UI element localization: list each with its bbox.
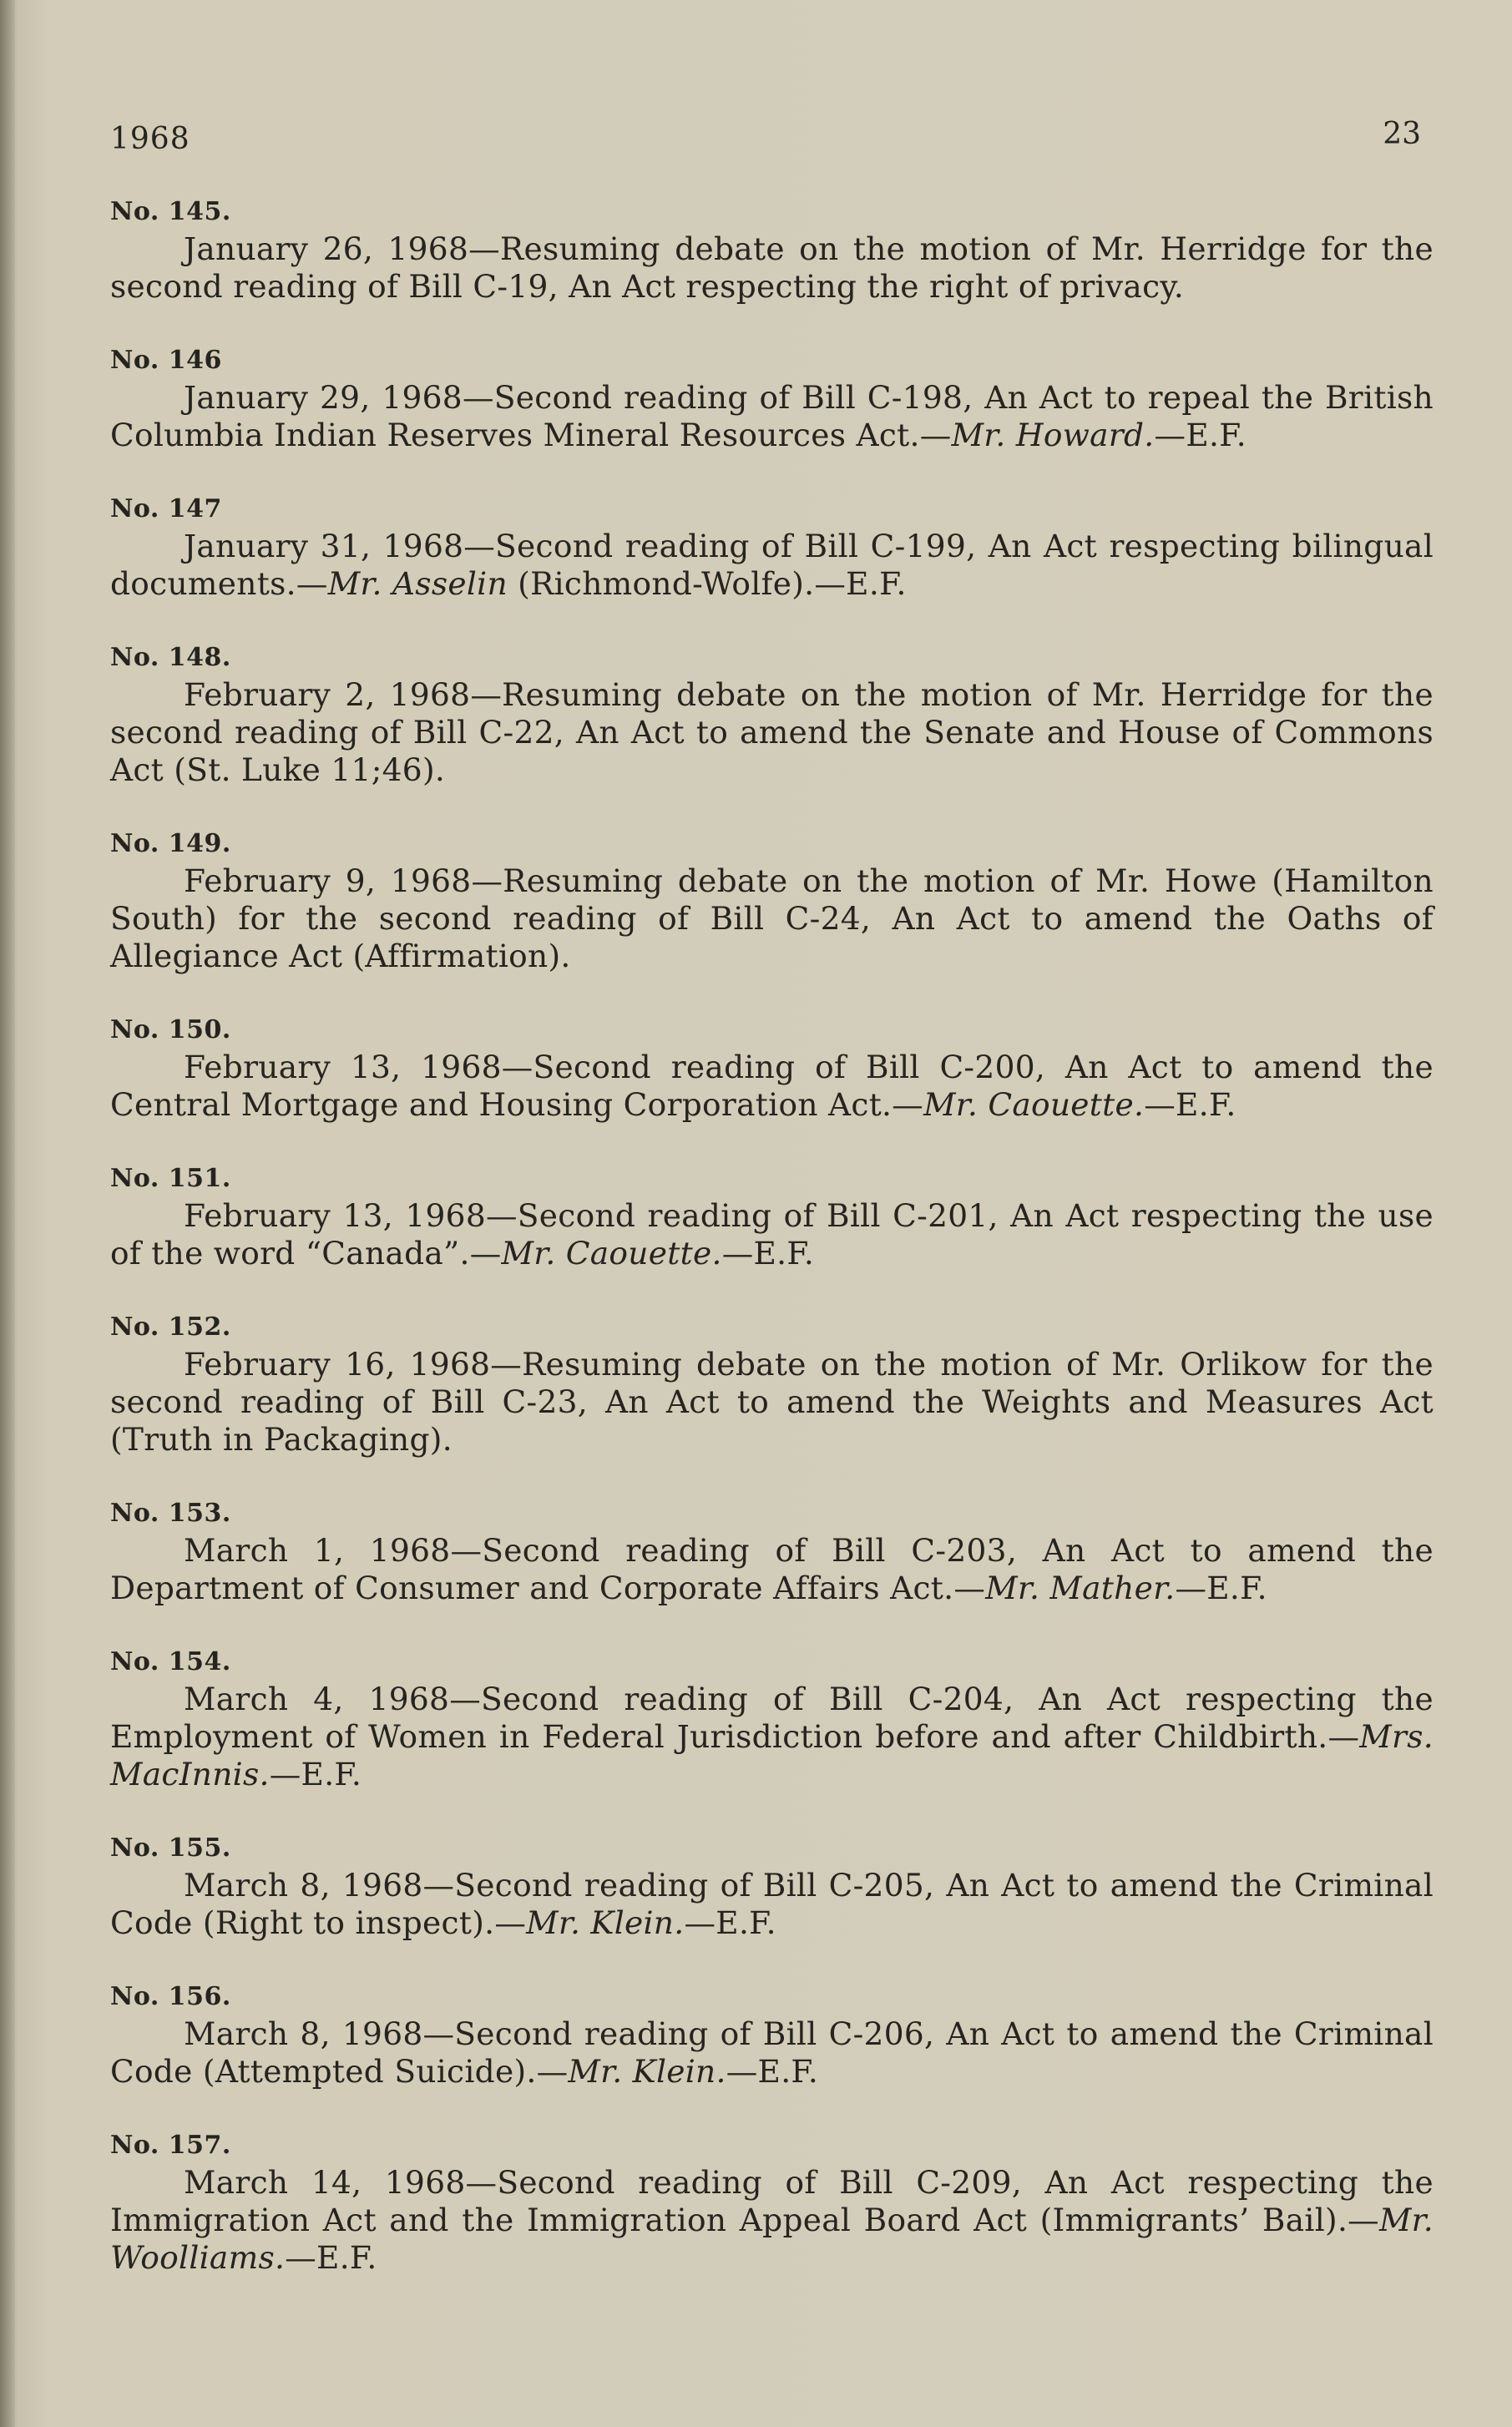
entry-156: [110, 1979, 1434, 2091]
entry-mover: Mr. Caouette.: [501, 1235, 722, 1272]
entry-text: [110, 528, 1434, 603]
entry-mover: Mrs. MacInnis.: [110, 1718, 1434, 1792]
entry-tail: —E.F.: [1144, 1086, 1236, 1123]
entry-150: [110, 1012, 1434, 1124]
entry-number: No. 152.: [110, 1312, 231, 1342]
page-number: 23: [1383, 117, 1421, 151]
entry-body: February 13, 1968—Second reading of Bill C-200, An Act to amend the Central Mortgage and Housing Corporation Act.—: [110, 1049, 1434, 1123]
entry-149: [110, 826, 1434, 975]
entry-tail: —E.F.: [1154, 417, 1247, 453]
entry-body: January 26, 1968—Resuming debate on the motion of Mr. Herridge for the second reading of Bill C-19, An Act respecting the right of privacy.: [110, 230, 1434, 305]
entry-body: March 8, 1968—Second reading of Bill C-205, An Act to amend the Criminal Code (Right to inspect).—: [110, 1867, 1434, 1941]
entry-text: [110, 676, 1434, 789]
entry-mover: Mr. Klein.: [526, 1904, 685, 1941]
entry-text: [110, 1197, 1434, 1272]
entry-text: [110, 2164, 1434, 2277]
entry-text: [110, 1681, 1434, 1793]
entry-mover: Mr. Klein.: [568, 2053, 726, 2090]
entry-number: No. 149.: [110, 829, 231, 858]
entry-body: February 9, 1968—Resuming debate on the motion of Mr. Howe (Hamilton South) for the second reading of Bill C-24, An Act to amend the Oaths of Allegiance Act (Affirmation).: [110, 862, 1434, 974]
entry-text: [110, 1867, 1434, 1942]
entry-number: No. 146: [110, 346, 222, 375]
entry-tail: —E.F.: [285, 2239, 377, 2276]
entry-text: [110, 230, 1434, 306]
entry-tail: —E.F.: [684, 1904, 776, 1941]
entry-text: [110, 379, 1434, 454]
running-header: [110, 117, 1421, 164]
order-paper-entries: [110, 194, 1434, 2313]
entry-body: January 31, 1968—Second reading of Bill C-199, An Act respecting bilingual documents.—: [110, 528, 1434, 602]
entry-body: March 4, 1968—Second reading of Bill C-204, An Act respecting the Employment of Women in Federal Jurisdiction before and after Childbirth.—: [110, 1681, 1434, 1755]
entry-text: [110, 1532, 1434, 1607]
entry-tail: —E.F.: [726, 2053, 819, 2090]
header-year: 1968: [110, 122, 190, 156]
entry-147: [110, 491, 1434, 603]
entry-number: No. 155.: [110, 1833, 231, 1863]
entry-body: February 13, 1968—Second reading of Bill C-201, An Act respecting the use of the word “Canada”.—: [110, 1197, 1434, 1272]
entry-text: [110, 1049, 1434, 1124]
entry-tail: (Richmond-Wolfe).—E.F.: [507, 565, 907, 602]
entry-148: [110, 640, 1434, 789]
entry-body: February 2, 1968—Resuming debate on the motion of Mr. Herridge for the second reading of Bill C-22, An Act to amend the Senate and House of Commons Act (St. Luke 11;46).: [110, 676, 1434, 788]
entry-text: [110, 1346, 1434, 1459]
entry-153: [110, 1495, 1434, 1607]
entry-mover: Mr. Mather.: [985, 1570, 1176, 1606]
page-binding-edge: [0, 0, 15, 2427]
entry-body: March 1, 1968—Second reading of Bill C-203, An Act to amend the Department of Consumer and Corporate Affairs Act.—: [110, 1532, 1434, 1606]
entry-number: No. 148.: [110, 643, 231, 672]
entry-mover: Mr. Howard.: [951, 417, 1155, 453]
entry-155: [110, 1830, 1434, 1942]
entry-tail: —E.F.: [1175, 1570, 1267, 1606]
entry-146: [110, 342, 1434, 454]
entry-number: No. 151.: [110, 1164, 231, 1193]
entry-body: March 8, 1968—Second reading of Bill C-206, An Act to amend the Criminal Code (Attempted Suicide).—: [110, 2015, 1434, 2090]
entry-number: No. 153.: [110, 1499, 231, 1528]
entry-tail: —E.F.: [721, 1235, 815, 1272]
entry-mover: Mr. Caouette.: [923, 1086, 1145, 1123]
entry-145: [110, 194, 1434, 306]
entry-152: [110, 1309, 1434, 1459]
entry-number: No. 156.: [110, 1982, 231, 2011]
entry-body: February 16, 1968—Resuming debate on the motion of Mr. Orlikow for the second reading of Bill C-23, An Act to amend the Weights and Measures Act (Truth in Packaging).: [110, 1346, 1434, 1458]
entry-151: [110, 1160, 1434, 1272]
entry-number: No. 145.: [110, 197, 231, 226]
entry-body: March 14, 1968—Second reading of Bill C-209, An Act respecting the Immigration Act and the Immigration Appeal Board Act (Immigrants’ Bail).—: [110, 2164, 1434, 2238]
entry-number: No. 154.: [110, 1647, 231, 1676]
entry-body: January 29, 1968—Second reading of Bill C-198, An Act to repeal the British Columbia Indian Reserves Mineral Resources Act.—: [110, 379, 1434, 453]
entry-number: No. 157.: [110, 2131, 231, 2160]
entry-tail: —E.F.: [269, 1756, 362, 1792]
entry-number: No. 150.: [110, 1015, 231, 1044]
entry-154: [110, 1644, 1434, 1793]
entry-number: No. 147: [110, 494, 222, 523]
entry-mover: Mr. Woolliams.: [110, 2202, 1434, 2276]
entry-mover: Mr. Asselin: [327, 565, 508, 602]
entry-157: [110, 2127, 1434, 2277]
entry-text: [110, 862, 1434, 975]
entry-text: [110, 2015, 1434, 2091]
